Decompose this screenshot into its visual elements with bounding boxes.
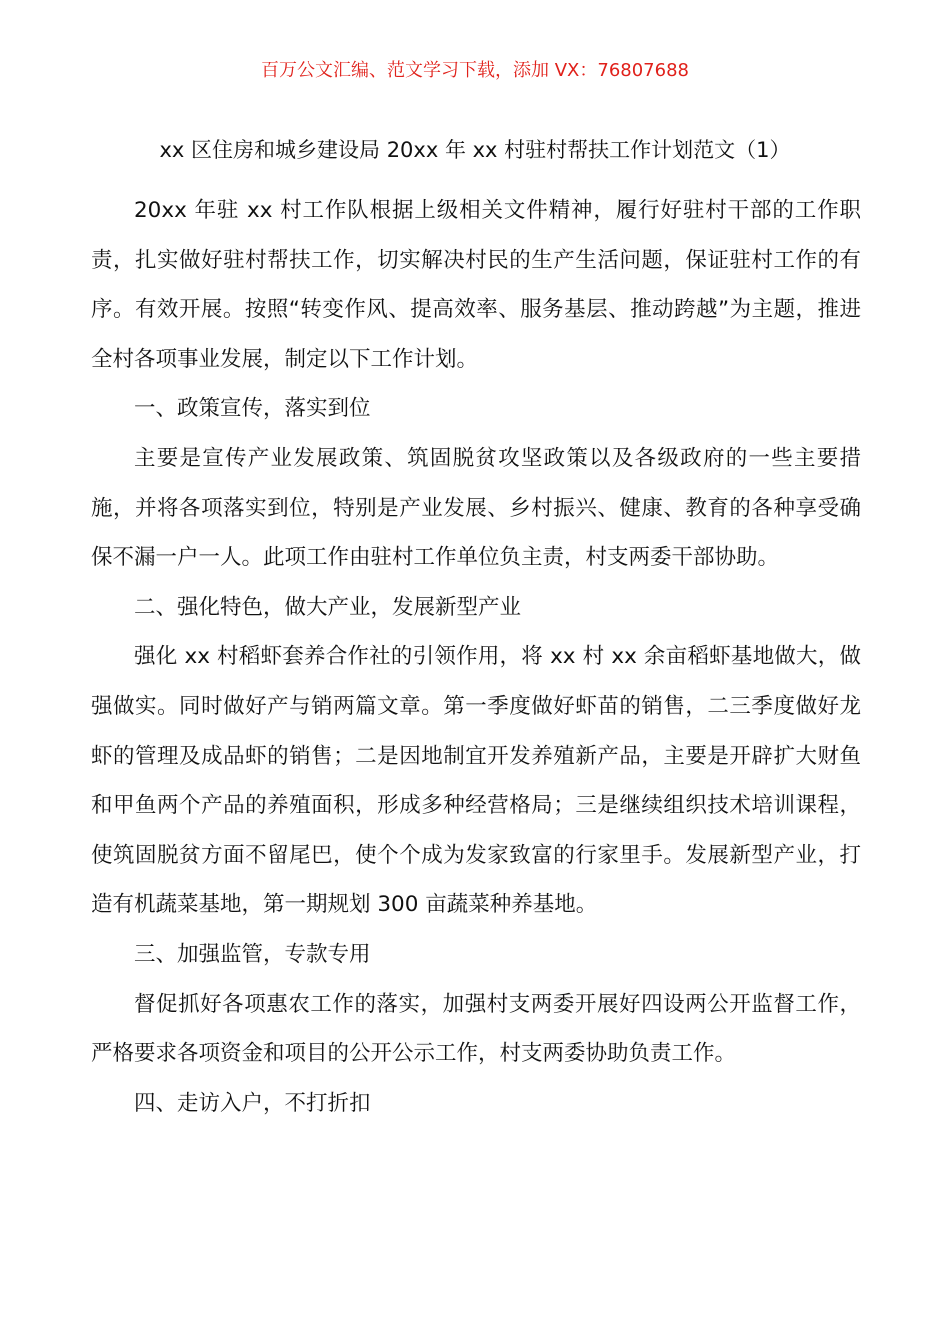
section-paragraph-2: 强化 xx 村稻虾套养合作社的引领作用，将 xx 村 xx 余亩稻虾基地做大，做强做实。同时做好产与销两篇文章。第一季度做好虾苗的销售，二三季度做好龙虾的管理及成品虾的销售；二是因地制宜开发养殖新产品，主要是开辟扩大财鱼和甲鱼两个产品的养殖面积，形成多种经营格局；三是继续组织技术培训课程，使筑固脱贫方面不留尾巴，使个个成为发家致富的行家里手。发展新型产业，打造有机蔬菜基地，第一期规划 300 亩蔬菜种养基地。	[91, 644, 861, 918]
header-banner: 百万公文汇编、范文学习下载，添加 VX：76807688	[261, 60, 689, 81]
section-heading-3: 三、加强监管，专款专用	[134, 941, 371, 967]
section-heading-1: 一、政策宣传，落实到位	[134, 396, 371, 422]
document-title: xx 区住房和城乡建设局 20xx 年 xx 村驻村帮扶工作计划范文（1）	[159, 138, 791, 162]
section-heading-2: 二、强化特色，做大产业，发展新型产业	[134, 594, 522, 620]
section-paragraph-1: 主要是宣传产业发展政策、筑固脱贫攻坚政策以及各级政府的一些主要措施，并将各项落实到位，特别是产业发展、乡村振兴、健康、教育的各种享受确保不漏一户一人。此项工作由驻村工作单位负主责，村支两委干部协助。	[91, 445, 861, 571]
section-paragraph-3: 督促抓好各项惠农工作的落实，加强村支两委开展好四设两公开监督工作，严格要求各项资金和项目的公开公示工作，村支两委协助负责工作。	[91, 991, 861, 1067]
document-body	[91, 186, 861, 1128]
section-heading-4: 四、走访入户，不打折扣	[134, 1090, 371, 1116]
intro-paragraph: 20xx 年驻 xx 村工作队根据上级相关文件精神，履行好驻村干部的工作职责，扎实做好驻村帮扶工作，切实解决村民的生产生活问题，保证驻村工作的有序。有效开展。按照“转变作风、提高效率、服务基层、推动跨越”为主题，推进全村各项事业发展，制定以下工作计划。	[91, 198, 861, 372]
